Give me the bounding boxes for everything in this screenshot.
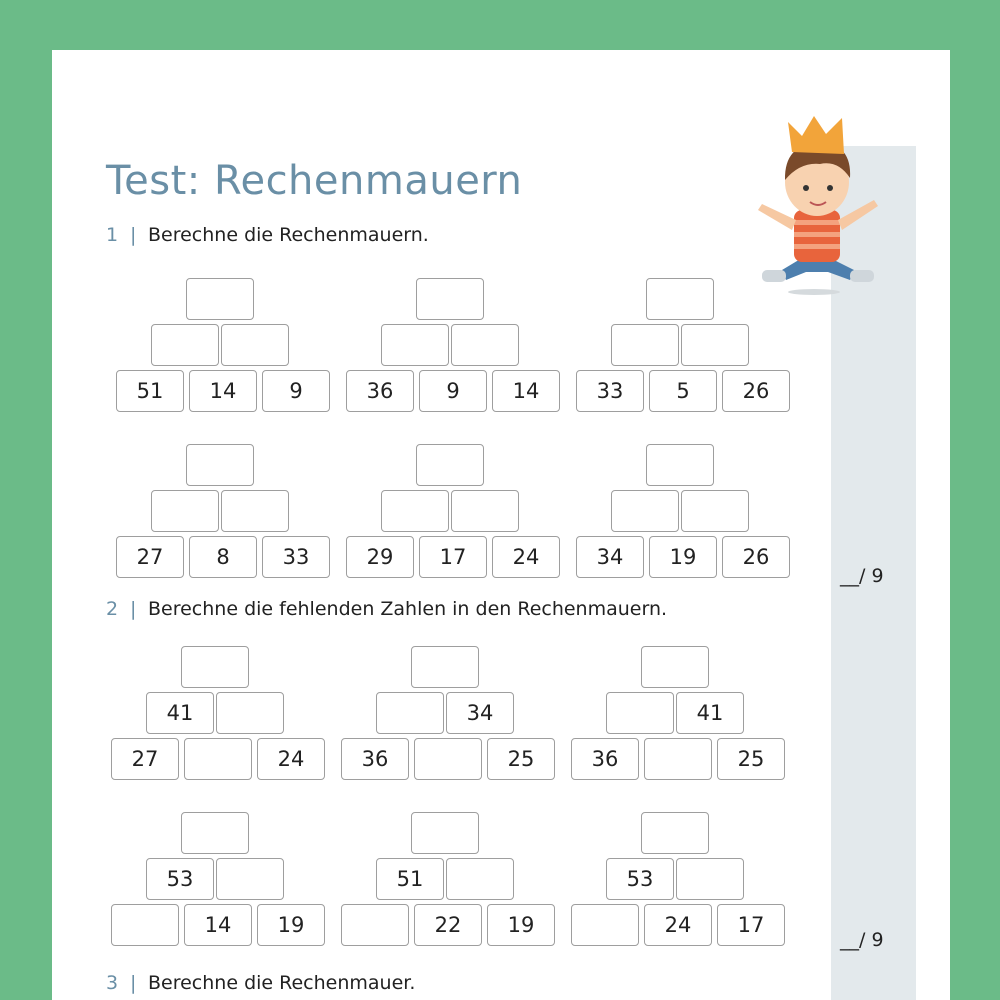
wall-2-bottom-brick-2: 9 (419, 370, 487, 412)
wall-4-top-brick[interactable] (186, 444, 254, 486)
wall-2-middle-brick-2[interactable] (451, 324, 519, 366)
wall-9-bottom-brick-1: 36 (571, 738, 639, 780)
wall-2-middle-brick-1[interactable] (381, 324, 449, 366)
task-number: 2 (106, 598, 119, 620)
wall-4-bottom-brick-1: 27 (116, 536, 184, 578)
wall-7-bottom-brick-2[interactable] (184, 738, 252, 780)
wall-5-bottom-brick-2: 17 (419, 536, 487, 578)
task-number: 1 (106, 224, 119, 246)
wall-7-top-brick[interactable] (181, 646, 249, 688)
wall-8-bottom-brick-2[interactable] (414, 738, 482, 780)
task-separator: | (130, 224, 137, 246)
task-number: 3 (106, 972, 119, 994)
task-2-heading (106, 598, 667, 620)
wall-10-top-brick[interactable] (181, 812, 249, 854)
wall-7-bottom-brick-3: 24 (257, 738, 325, 780)
wall-9-top-brick[interactable] (641, 646, 709, 688)
worksheet (52, 50, 950, 1000)
wall-7-bottom-brick-1: 27 (111, 738, 179, 780)
wall-11-top-brick[interactable] (411, 812, 479, 854)
wall-12-bottom-brick-2: 24 (644, 904, 712, 946)
wall-6-bottom-brick-3: 26 (722, 536, 790, 578)
wall-9-middle-brick-2: 41 (676, 692, 744, 734)
wall-5-middle-brick-1[interactable] (381, 490, 449, 532)
wall-12-top-brick[interactable] (641, 812, 709, 854)
wall-9-bottom-brick-2[interactable] (644, 738, 712, 780)
wall-12-bottom-brick-1[interactable] (571, 904, 639, 946)
wall-1-middle-brick-1[interactable] (151, 324, 219, 366)
wall-6-middle-brick-2[interactable] (681, 490, 749, 532)
wall-3-middle-brick-2[interactable] (681, 324, 749, 366)
wall-8-middle-brick-2: 34 (446, 692, 514, 734)
wall-11-middle-brick-1: 51 (376, 858, 444, 900)
wall-3-bottom-brick-3: 26 (722, 370, 790, 412)
wall-8-middle-brick-1[interactable] (376, 692, 444, 734)
wall-5-bottom-brick-3: 24 (492, 536, 560, 578)
wall-10-middle-brick-2[interactable] (216, 858, 284, 900)
boy-with-crown-illustration (742, 80, 892, 300)
task-3-heading (106, 972, 415, 994)
wall-10-bottom-brick-3: 19 (257, 904, 325, 946)
wall-7-middle-brick-1: 41 (146, 692, 214, 734)
wall-4-middle-brick-2[interactable] (221, 490, 289, 532)
wall-5-bottom-brick-1: 29 (346, 536, 414, 578)
wall-1-top-brick[interactable] (186, 278, 254, 320)
wall-3-top-brick[interactable] (646, 278, 714, 320)
wall-6-middle-brick-1[interactable] (611, 490, 679, 532)
task-separator: | (130, 598, 137, 620)
wall-11-bottom-brick-2: 22 (414, 904, 482, 946)
wall-6-bottom-brick-1: 34 (576, 536, 644, 578)
wall-6-top-brick[interactable] (646, 444, 714, 486)
task-instruction: Berechne die Rechenmauer. (148, 972, 416, 994)
wall-3-bottom-brick-1: 33 (576, 370, 644, 412)
task-1-score: __/ 9 (840, 565, 884, 587)
task-1-heading (106, 224, 429, 246)
wall-11-bottom-brick-3: 19 (487, 904, 555, 946)
wall-3-bottom-brick-2: 5 (649, 370, 717, 412)
wall-12-middle-brick-1: 53 (606, 858, 674, 900)
wall-1-bottom-brick-3: 9 (262, 370, 330, 412)
wall-9-middle-brick-1[interactable] (606, 692, 674, 734)
wall-7-middle-brick-2[interactable] (216, 692, 284, 734)
wall-2-bottom-brick-1: 36 (346, 370, 414, 412)
wall-9-bottom-brick-3: 25 (717, 738, 785, 780)
wall-8-bottom-brick-3: 25 (487, 738, 555, 780)
wall-4-bottom-brick-2: 8 (189, 536, 257, 578)
wall-8-top-brick[interactable] (411, 646, 479, 688)
wall-10-middle-brick-1: 53 (146, 858, 214, 900)
wall-10-bottom-brick-2: 14 (184, 904, 252, 946)
wall-2-bottom-brick-3: 14 (492, 370, 560, 412)
wall-1-bottom-brick-1: 51 (116, 370, 184, 412)
wall-4-bottom-brick-3: 33 (262, 536, 330, 578)
task-instruction: Berechne die Rechenmauern. (148, 224, 429, 246)
wall-5-middle-brick-2[interactable] (451, 490, 519, 532)
task-2-score: __/ 9 (840, 929, 884, 951)
wall-11-bottom-brick-1[interactable] (341, 904, 409, 946)
wall-8-bottom-brick-1: 36 (341, 738, 409, 780)
wall-1-middle-brick-2[interactable] (221, 324, 289, 366)
task-instruction: Berechne die fehlenden Zahlen in den Rechenmauern. (148, 598, 668, 620)
wall-10-bottom-brick-1[interactable] (111, 904, 179, 946)
wall-11-middle-brick-2[interactable] (446, 858, 514, 900)
wall-12-middle-brick-2[interactable] (676, 858, 744, 900)
task-separator: | (130, 972, 137, 994)
wall-1-bottom-brick-2: 14 (189, 370, 257, 412)
wall-2-top-brick[interactable] (416, 278, 484, 320)
wall-12-bottom-brick-3: 17 (717, 904, 785, 946)
wall-3-middle-brick-1[interactable] (611, 324, 679, 366)
wall-6-bottom-brick-2: 19 (649, 536, 717, 578)
wall-4-middle-brick-1[interactable] (151, 490, 219, 532)
wall-5-top-brick[interactable] (416, 444, 484, 486)
page-title: Test: Rechenmauern (106, 158, 523, 204)
